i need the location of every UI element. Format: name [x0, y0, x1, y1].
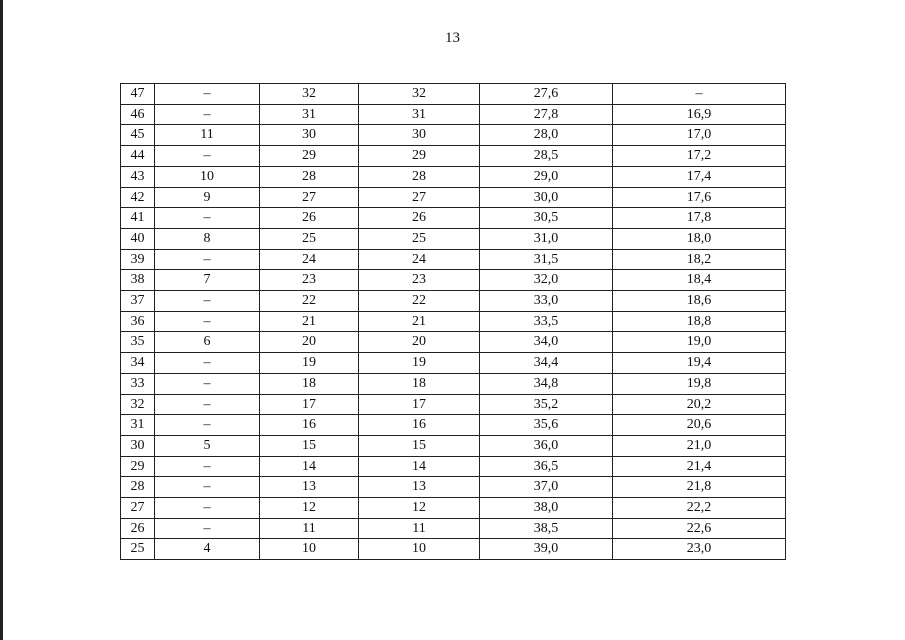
table-cell-col2: – [155, 394, 260, 415]
table-cell-col5: 39,0 [480, 539, 613, 560]
table-cell-col2: 5 [155, 435, 260, 456]
table-cell-col1: 27 [121, 498, 155, 519]
table-cell-col2: – [155, 477, 260, 498]
table-cell-col1: 25 [121, 539, 155, 560]
table-cell-col2: 7 [155, 270, 260, 291]
table-cell-col1: 31 [121, 415, 155, 436]
table-cell-col2: 8 [155, 228, 260, 249]
table-cell-col1: 26 [121, 518, 155, 539]
table-row [121, 249, 786, 270]
table-cell-col6: 17,2 [613, 146, 786, 167]
table-cell-col3: 17 [260, 394, 359, 415]
table-cell-col5: 28,5 [480, 146, 613, 167]
table-body [121, 84, 786, 560]
table-cell-col3: 25 [260, 228, 359, 249]
table-cell-col3: 15 [260, 435, 359, 456]
page-left-edge [0, 0, 3, 640]
table-cell-col1: 45 [121, 125, 155, 146]
table-row [121, 353, 786, 374]
table-cell-col4: 23 [359, 270, 480, 291]
table-cell-col2: – [155, 498, 260, 519]
table-cell-col3: 32 [260, 84, 359, 105]
table-cell-col4: 28 [359, 166, 480, 187]
table-cell-col2: – [155, 146, 260, 167]
table-row [121, 477, 786, 498]
table-cell-col2: 6 [155, 332, 260, 353]
table-cell-col5: 34,4 [480, 353, 613, 374]
table-cell-col5: 37,0 [480, 477, 613, 498]
table-cell-col3: 28 [260, 166, 359, 187]
table-cell-col1: 36 [121, 311, 155, 332]
table-cell-col3: 24 [260, 249, 359, 270]
table-cell-col4: 11 [359, 518, 480, 539]
table-cell-col5: 38,0 [480, 498, 613, 519]
table-cell-col2: – [155, 104, 260, 125]
table-row [121, 291, 786, 312]
table-cell-col6: 22,2 [613, 498, 786, 519]
table-cell-col6: – [613, 84, 786, 105]
table-cell-col1: 41 [121, 208, 155, 229]
table-cell-col5: 32,0 [480, 270, 613, 291]
table-cell-col6: 18,2 [613, 249, 786, 270]
table-cell-col4: 24 [359, 249, 480, 270]
table-cell-col2: – [155, 208, 260, 229]
table-cell-col2: – [155, 518, 260, 539]
table-cell-col6: 17,8 [613, 208, 786, 229]
table-cell-col6: 21,4 [613, 456, 786, 477]
table-cell-col6: 22,6 [613, 518, 786, 539]
table-row [121, 228, 786, 249]
table-cell-col4: 13 [359, 477, 480, 498]
table-cell-col2: 11 [155, 125, 260, 146]
table-cell-col3: 31 [260, 104, 359, 125]
table-cell-col5: 28,0 [480, 125, 613, 146]
table-cell-col3: 22 [260, 291, 359, 312]
table-row [121, 415, 786, 436]
table-cell-col4: 30 [359, 125, 480, 146]
table-cell-col1: 28 [121, 477, 155, 498]
table-cell-col6: 18,8 [613, 311, 786, 332]
table-cell-col5: 36,5 [480, 456, 613, 477]
table-cell-col1: 29 [121, 456, 155, 477]
table-cell-col4: 26 [359, 208, 480, 229]
table-row [121, 456, 786, 477]
table-cell-col1: 33 [121, 373, 155, 394]
table-row [121, 498, 786, 519]
table-row [121, 104, 786, 125]
table-row [121, 518, 786, 539]
table-row [121, 208, 786, 229]
table-cell-col5: 36,0 [480, 435, 613, 456]
table-cell-col4: 21 [359, 311, 480, 332]
table-cell-col3: 29 [260, 146, 359, 167]
table-cell-col6: 21,8 [613, 477, 786, 498]
table-cell-col4: 31 [359, 104, 480, 125]
table-cell-col4: 12 [359, 498, 480, 519]
table-cell-col5: 33,0 [480, 291, 613, 312]
table-cell-col1: 43 [121, 166, 155, 187]
table-cell-col5: 33,5 [480, 311, 613, 332]
table-cell-col6: 19,0 [613, 332, 786, 353]
table-cell-col1: 30 [121, 435, 155, 456]
table-cell-col4: 10 [359, 539, 480, 560]
table-cell-col2: – [155, 249, 260, 270]
table-cell-col2: – [155, 415, 260, 436]
table-cell-col4: 17 [359, 394, 480, 415]
table-cell-col2: – [155, 373, 260, 394]
table-row [121, 539, 786, 560]
table-cell-col4: 18 [359, 373, 480, 394]
table-row [121, 84, 786, 105]
table-row [121, 270, 786, 291]
table-cell-col5: 30,0 [480, 187, 613, 208]
table-cell-col6: 16,9 [613, 104, 786, 125]
table-cell-col6: 18,4 [613, 270, 786, 291]
table-cell-col3: 20 [260, 332, 359, 353]
table-cell-col6: 17,0 [613, 125, 786, 146]
table-cell-col1: 34 [121, 353, 155, 374]
table-cell-col5: 30,5 [480, 208, 613, 229]
table-cell-col2: – [155, 291, 260, 312]
table-cell-col4: 20 [359, 332, 480, 353]
table-cell-col3: 13 [260, 477, 359, 498]
table-cell-col4: 29 [359, 146, 480, 167]
table-row [121, 146, 786, 167]
table-cell-col3: 30 [260, 125, 359, 146]
table-cell-col5: 35,2 [480, 394, 613, 415]
table-row [121, 125, 786, 146]
table-cell-col6: 18,6 [613, 291, 786, 312]
table-cell-col1: 39 [121, 249, 155, 270]
table-cell-col4: 27 [359, 187, 480, 208]
table-cell-col1: 32 [121, 394, 155, 415]
table-row [121, 394, 786, 415]
table-cell-col1: 47 [121, 84, 155, 105]
table-cell-col4: 19 [359, 353, 480, 374]
table-cell-col2: 9 [155, 187, 260, 208]
page-number: 13 [445, 30, 460, 46]
score-table [120, 83, 786, 560]
table-cell-col6: 17,6 [613, 187, 786, 208]
table-cell-col6: 19,8 [613, 373, 786, 394]
table-cell-col3: 18 [260, 373, 359, 394]
table-cell-col4: 25 [359, 228, 480, 249]
table-cell-col3: 26 [260, 208, 359, 229]
table-cell-col4: 14 [359, 456, 480, 477]
table-cell-col1: 38 [121, 270, 155, 291]
table-cell-col5: 31,0 [480, 228, 613, 249]
table-cell-col3: 10 [260, 539, 359, 560]
table-cell-col4: 16 [359, 415, 480, 436]
table-row [121, 166, 786, 187]
table-cell-col3: 11 [260, 518, 359, 539]
table-cell-col2: 4 [155, 539, 260, 560]
table-row [121, 187, 786, 208]
table-cell-col5: 29,0 [480, 166, 613, 187]
table-cell-col6: 18,0 [613, 228, 786, 249]
table-cell-col3: 27 [260, 187, 359, 208]
table-cell-col4: 15 [359, 435, 480, 456]
table-cell-col3: 14 [260, 456, 359, 477]
table-cell-col2: – [155, 311, 260, 332]
table-cell-col1: 37 [121, 291, 155, 312]
table-cell-col4: 22 [359, 291, 480, 312]
table-cell-col5: 27,8 [480, 104, 613, 125]
table-cell-col1: 42 [121, 187, 155, 208]
table-cell-col2: – [155, 353, 260, 374]
table-cell-col3: 23 [260, 270, 359, 291]
table-cell-col4: 32 [359, 84, 480, 105]
table-cell-col6: 23,0 [613, 539, 786, 560]
table-cell-col1: 46 [121, 104, 155, 125]
table-cell-col3: 21 [260, 311, 359, 332]
table-cell-col6: 19,4 [613, 353, 786, 374]
table-cell-col1: 44 [121, 146, 155, 167]
table-cell-col6: 17,4 [613, 166, 786, 187]
table-cell-col2: 10 [155, 166, 260, 187]
table-cell-col1: 40 [121, 228, 155, 249]
table-cell-col5: 34,0 [480, 332, 613, 353]
table-cell-col5: 38,5 [480, 518, 613, 539]
table-row [121, 332, 786, 353]
table-row [121, 373, 786, 394]
table-cell-col3: 16 [260, 415, 359, 436]
table-cell-col6: 20,6 [613, 415, 786, 436]
table-row [121, 435, 786, 456]
table-cell-col3: 19 [260, 353, 359, 374]
table-cell-col2: – [155, 456, 260, 477]
table-cell-col6: 20,2 [613, 394, 786, 415]
table-cell-col6: 21,0 [613, 435, 786, 456]
table-cell-col3: 12 [260, 498, 359, 519]
table-cell-col1: 35 [121, 332, 155, 353]
table-cell-col2: – [155, 84, 260, 105]
table-cell-col5: 31,5 [480, 249, 613, 270]
table-cell-col5: 35,6 [480, 415, 613, 436]
table-cell-col5: 34,8 [480, 373, 613, 394]
table-cell-col5: 27,6 [480, 84, 613, 105]
table-row [121, 311, 786, 332]
